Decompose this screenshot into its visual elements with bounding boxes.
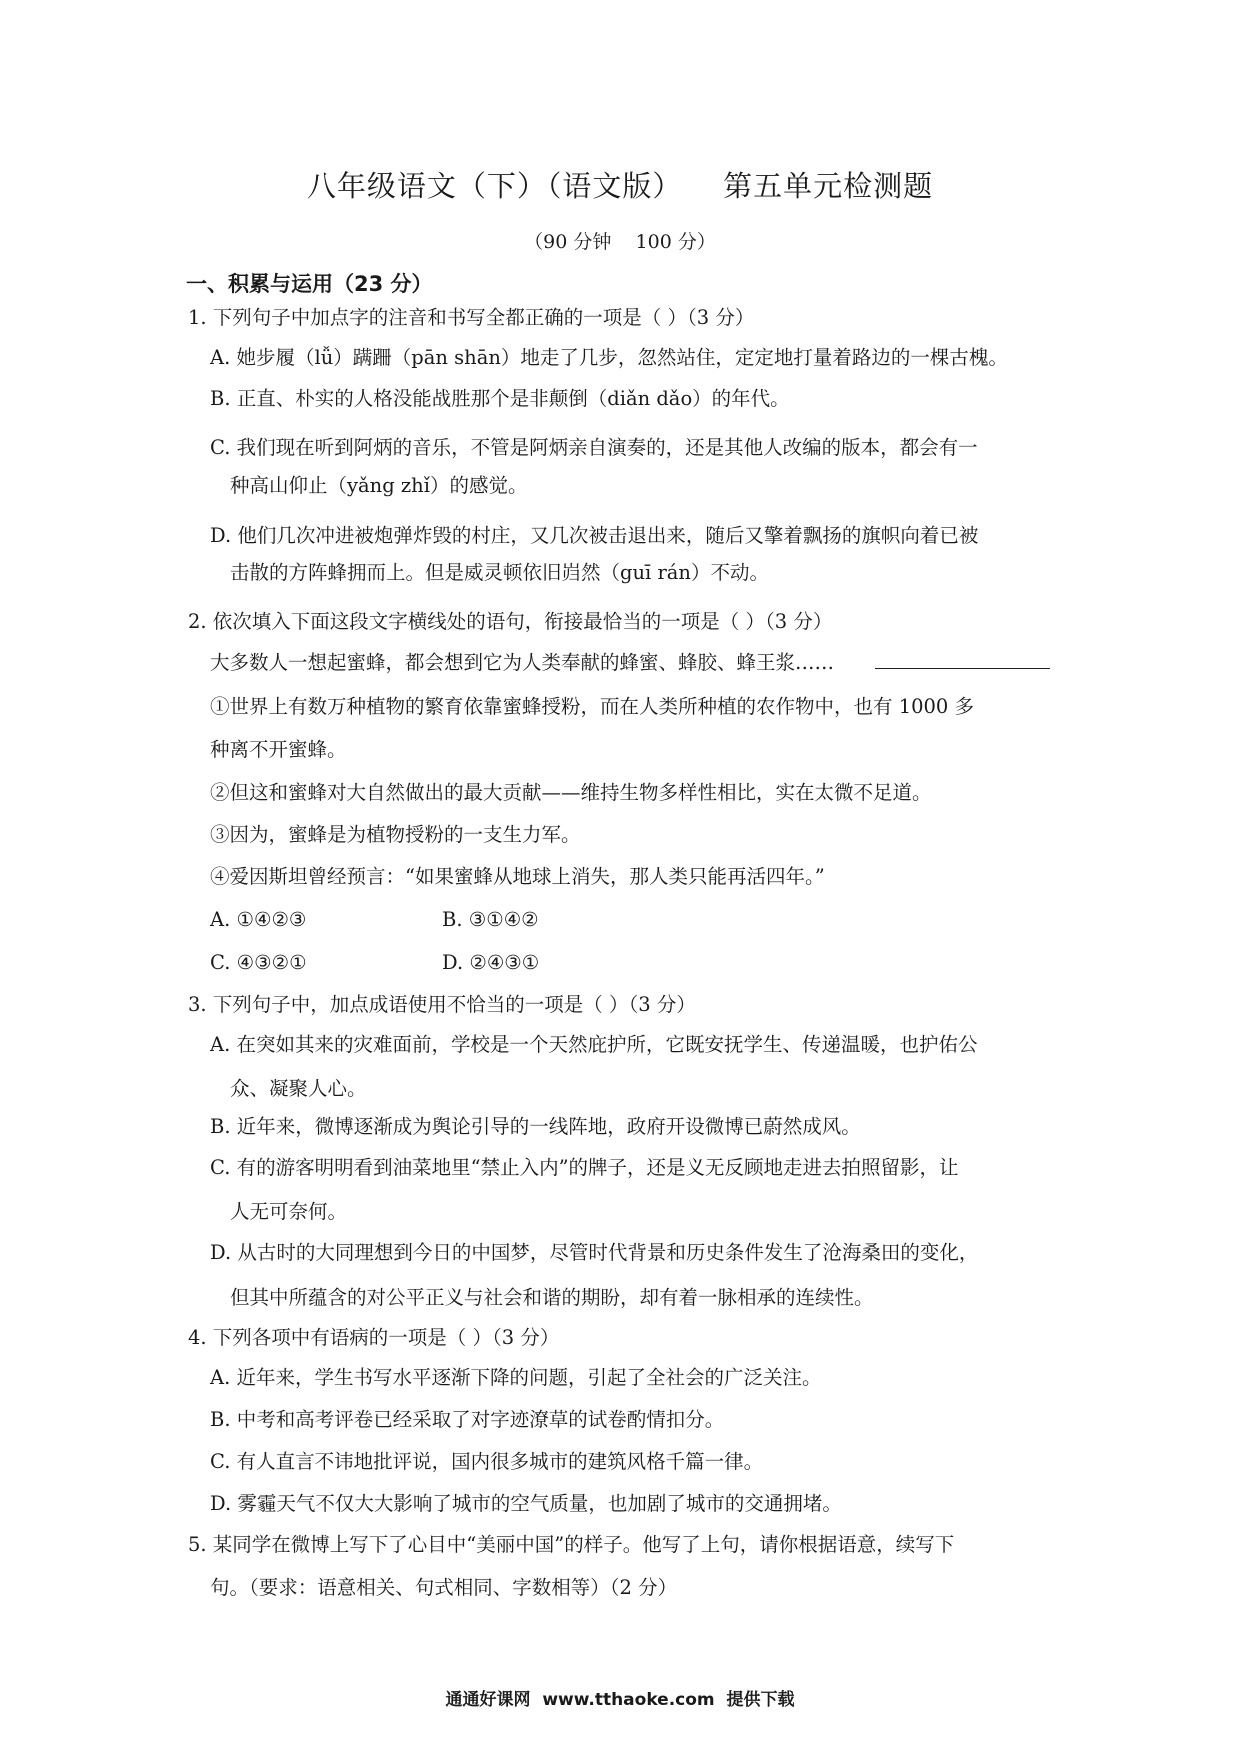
question-1-option-c-cont: 种高山仰止（yǎng zhǐ）的感觉。 — [230, 474, 528, 497]
question-4-option-b: B. 中考和高考评卷已经采取了对字迹潦草的试卷酌情扣分。 — [210, 1408, 725, 1431]
question-1-option-d-cont: 击散的方阵蜂拥而上。但是威灵顿依旧岿然（guī rán）不动。 — [230, 561, 769, 584]
question-2-sentence-3: ③因为，蜜蜂是为植物授粉的一支生力军。 — [210, 823, 581, 846]
page-title: 八年级语文（下）（语文版） 第五单元检测题 — [306, 169, 934, 203]
question-2-option-d: D. ②④③① — [442, 951, 540, 974]
question-3-stem: 3. 下列句子中，加点成语使用不恰当的一项是（ ）（3 分） — [188, 993, 696, 1016]
question-5-stem: 5. 某同学在微博上写下了心目中“美丽中国”的样子。他写了上句，请你根据语意，续写下 — [188, 1533, 955, 1556]
question-4-option-c: C. 有人直言不讳地批评说，国内很多城市的建筑风格千篇一律。 — [210, 1450, 764, 1473]
question-3-option-c: C. 有的游客明明看到油菜地里“禁止入内”的牌子，还是义无反顾地走进去拍照留影，让 — [210, 1156, 959, 1179]
question-2-passage: 大多数人一想起蜜蜂，都会想到它为人类奉献的蜂蜜、蜂胶、蜂王浆…… — [210, 651, 835, 674]
answer-blank-line — [875, 668, 1050, 669]
question-2-sentence-2: ②但这和蜜蜂对大自然做出的最大贡献——维持生物多样性相比，实在太微不足道。 — [210, 781, 932, 804]
question-1-option-a: A. 她步履（lǚ）蹒跚（pān shān）地走了几步，忽然站住，定定地打量着路边的一棵古槐。 — [210, 346, 1008, 369]
question-3-option-d: D. 从古时的大同理想到今日的中国梦，尽管时代背景和历史条件发生了沧海桑田的变化， — [210, 1241, 979, 1264]
question-4-option-d: D. 雾霾天气不仅大大影响了城市的空气质量，也加剧了城市的交通拥堵。 — [210, 1492, 842, 1515]
question-2-option-b: B. ③①④② — [442, 908, 539, 931]
question-5-stem-cont: 句。（要求：语意相关、句式相同、字数相等）（2 分） — [210, 1576, 678, 1599]
question-2-option-a: A. ①④②③ — [210, 908, 307, 931]
question-2-sentence-4: ④爱因斯坦曾经预言：“如果蜜蜂从地球上消失，那人类只能再活四年。” — [210, 865, 825, 888]
question-2-sentence-1: ①世界上有数万种植物的繁育依靠蜜蜂授粉，而在人类所种植的农作物中，也有 1000 多 — [210, 695, 975, 718]
question-3-option-c-cont: 人无可奈何。 — [230, 1200, 348, 1223]
question-1-stem: 1. 下列句子中加点字的注音和书写全都正确的一项是（ ）（3 分） — [188, 306, 755, 329]
question-3-option-b: B. 近年来，微博逐渐成为舆论引导的一线阵地，政府开设微博已蔚然成风。 — [210, 1115, 861, 1138]
question-1-option-c: C. 我们现在听到阿炳的音乐，不管是阿炳亲自演奏的，还是其他人改编的版本，都会有一 — [210, 436, 978, 459]
question-1-option-d: D. 他们几次冲进被炮弹炸毁的村庄，又几次被击退出来，随后又擎着飘扬的旗帜向着已被 — [210, 524, 979, 547]
question-4-option-a: A. 近年来，学生书写水平逐渐下降的问题，引起了全社会的广泛关注。 — [210, 1366, 822, 1389]
section-heading: 一、积累与运用（23 分） — [186, 272, 433, 296]
question-2-option-c: C. ④③②① — [210, 951, 307, 974]
question-3-option-d-cont: 但其中所蕴含的对公平正义与社会和谐的期盼，却有着一脉相承的连续性。 — [230, 1286, 874, 1309]
question-2-sentence-1-cont: 种离不开蜜蜂。 — [210, 738, 347, 761]
question-2-stem: 2. 依次填入下面这段文字横线处的语句，衔接最恰当的一项是（ ）（3 分） — [188, 610, 833, 633]
question-1-option-b: B. 正直、朴实的人格没能战胜那个是非颠倒（diǎn dǎo）的年代。 — [210, 387, 790, 410]
question-3-option-a-cont: 众、凝聚人心。 — [230, 1077, 367, 1100]
question-3-option-a: A. 在突如其来的灾难面前，学校是一个天然庇护所，它既安抚学生、传递温暖，也护佑公 — [210, 1033, 978, 1056]
question-4-stem: 4. 下列各项中有语病的一项是（ ）（3 分） — [188, 1326, 560, 1349]
footer-source: 通通好课网 www.tthaoke.com 提供下载 — [445, 1690, 795, 1710]
exam-duration-score: （90 分钟 100 分） — [524, 231, 716, 253]
